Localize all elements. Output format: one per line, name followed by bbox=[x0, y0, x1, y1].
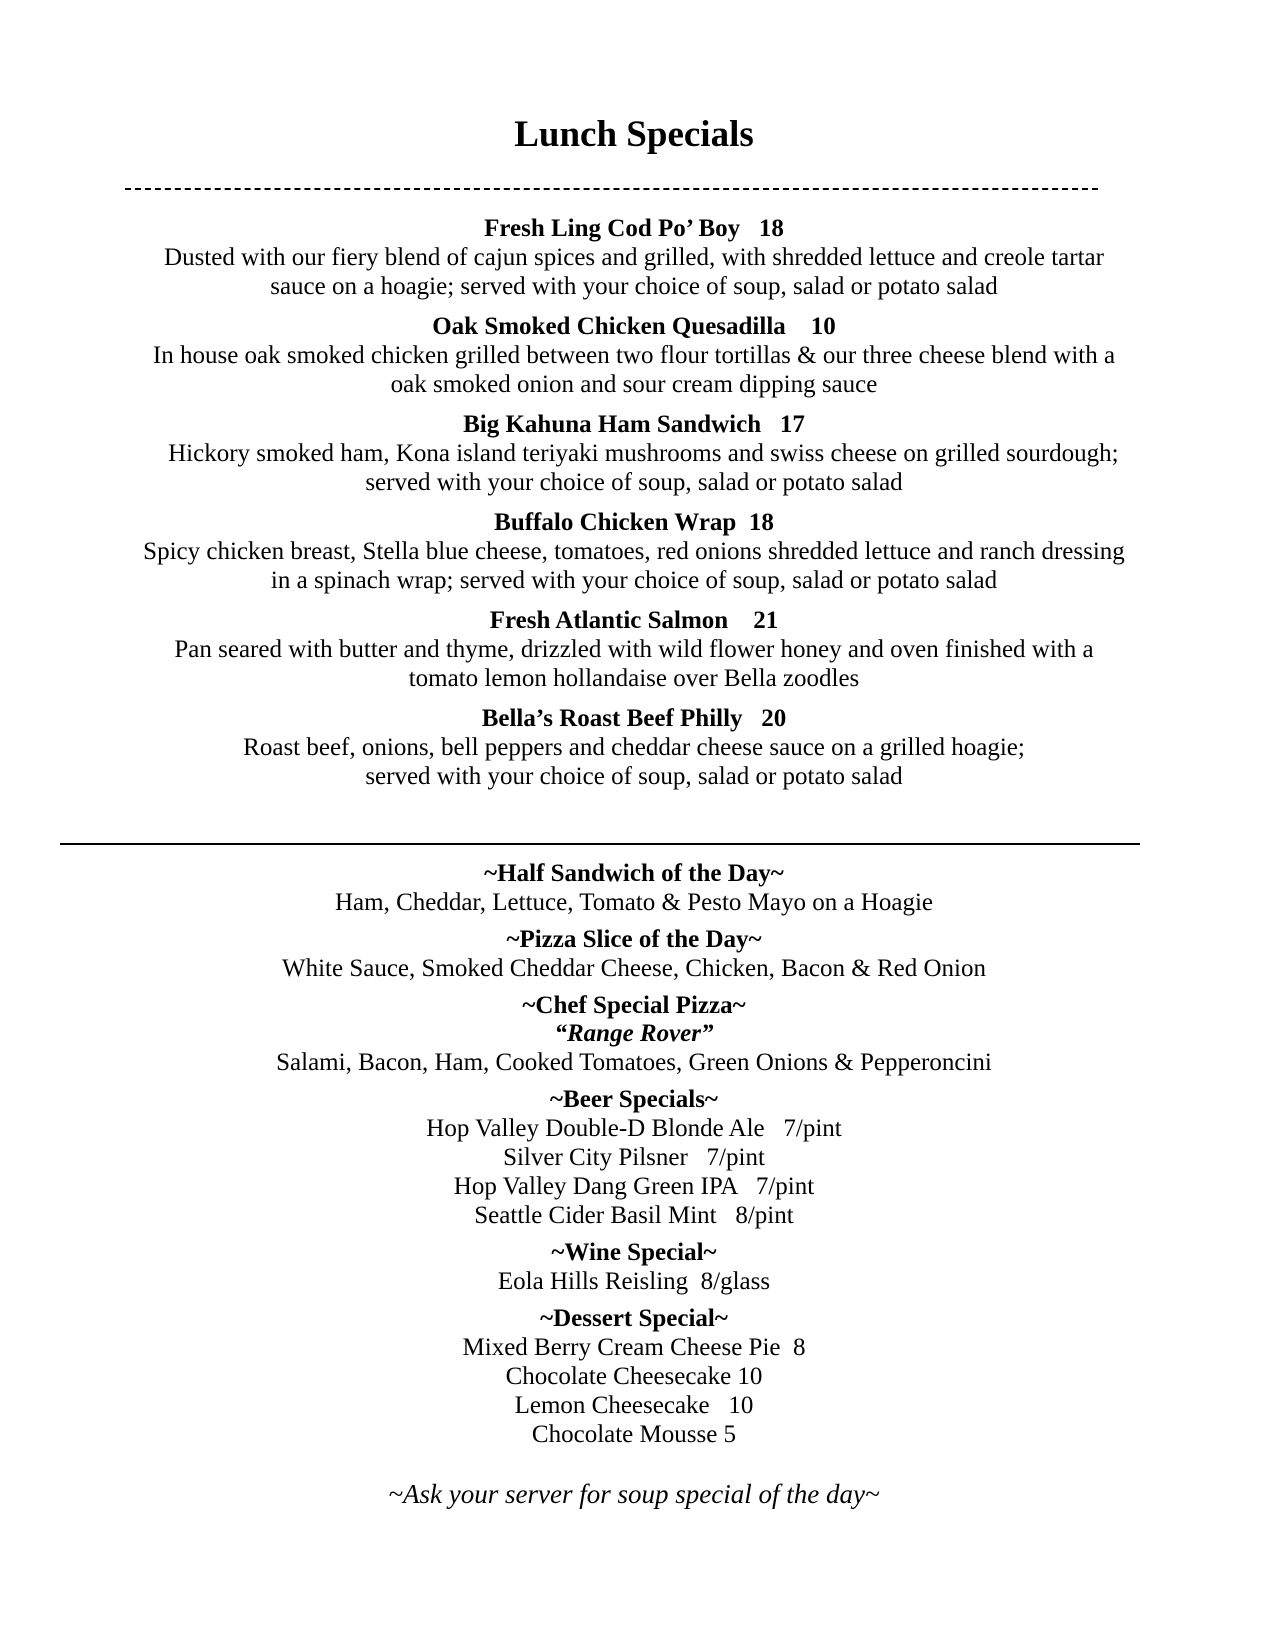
dashed-divider bbox=[125, 188, 1098, 190]
section-line: Silver City Pilsner 7/pint bbox=[503, 1144, 765, 1171]
menu-item bbox=[0, 508, 1268, 595]
section-line: Hop Valley Dang Green IPA 7/pint bbox=[453, 1173, 815, 1200]
dessert-section bbox=[0, 1305, 1268, 1449]
wine-section bbox=[0, 1239, 1268, 1296]
item-name: Fresh Atlantic Salmon 21 bbox=[489, 607, 779, 634]
item-description-line: Spicy chicken breast, Stella blue cheese, tomatoes, red onions shredded lettuce and ranch dressing bbox=[143, 538, 1125, 565]
item-name: Bella’s Roast Beef Philly 20 bbox=[481, 705, 787, 732]
item-description-line: Dusted with our fiery blend of cajun spices and grilled, with shredded lettuce and creole tartar bbox=[164, 244, 1104, 271]
item-description-line: Pan seared with butter and thyme, drizzled with wild flower honey and oven finished with a bbox=[174, 636, 1094, 663]
half-sandwich-section bbox=[0, 860, 1268, 917]
item-name: Big Kahuna Ham Sandwich 17 bbox=[463, 411, 805, 438]
section-heading: ~Dessert Special~ bbox=[540, 1305, 728, 1332]
section-line: Hop Valley Double-D Blonde Ale 7/pint bbox=[426, 1115, 842, 1142]
item-description-line: oak smoked onion and sour cream dipping sauce bbox=[390, 371, 878, 398]
section-heading: ~Chef Special Pizza~ bbox=[522, 992, 746, 1019]
pizza-slice-section bbox=[0, 926, 1268, 983]
section-line: Salami, Bacon, Ham, Cooked Tomatoes, Green Onions & Pepperoncini bbox=[276, 1049, 992, 1076]
item-description-line: served with your choice of soup, salad or potato salad bbox=[365, 469, 903, 496]
section-heading: ~Wine Special~ bbox=[551, 1239, 717, 1266]
section-heading: ~Beer Specials~ bbox=[550, 1086, 718, 1113]
menu-item bbox=[0, 214, 1268, 301]
lunch-items-list bbox=[0, 214, 1268, 802]
item-name: Oak Smoked Chicken Quesadilla 10 bbox=[432, 313, 836, 340]
section-heading: ~Pizza Slice of the Day~ bbox=[506, 926, 762, 953]
section-heading: ~Half Sandwich of the Day~ bbox=[484, 860, 784, 887]
section-subtitle: “Range Rover” bbox=[554, 1020, 714, 1047]
daily-specials bbox=[0, 860, 1268, 1458]
section-divider bbox=[60, 843, 1140, 845]
page-title: Lunch Specials bbox=[514, 114, 754, 155]
item-description-line: Roast beef, onions, bell peppers and cheddar cheese sauce on a grilled hoagie; bbox=[243, 734, 1025, 761]
item-description-line: tomato lemon hollandaise over Bella zoodles bbox=[408, 665, 860, 692]
item-description-line: in a spinach wrap; served with your choice of soup, salad or potato salad bbox=[270, 567, 998, 594]
section-line: Chocolate Mousse 5 bbox=[531, 1421, 737, 1448]
soup-special-note: ~Ask your server for soup special of the day~ bbox=[388, 1479, 880, 1509]
section-line: Lemon Cheesecake 10 bbox=[514, 1392, 754, 1419]
chef-pizza-section bbox=[0, 992, 1268, 1077]
item-description-line: Hickory smoked ham, Kona island teriyaki mushrooms and swiss cheese on grilled sourdough; bbox=[149, 440, 1119, 467]
section-line: Chocolate Cheesecake 10 bbox=[505, 1363, 763, 1390]
beer-section bbox=[0, 1086, 1268, 1230]
menu-item bbox=[0, 312, 1268, 399]
item-name: Fresh Ling Cod Po’ Boy 18 bbox=[484, 215, 784, 242]
menu-item bbox=[0, 410, 1268, 497]
menu-item bbox=[0, 606, 1268, 693]
item-description-line: sauce on a hoagie; served with your choice of soup, salad or potato salad bbox=[270, 273, 998, 300]
section-line: Ham, Cheddar, Lettuce, Tomato & Pesto Mayo on a Hoagie bbox=[334, 889, 934, 916]
menu-item bbox=[0, 704, 1268, 791]
section-line: Seattle Cider Basil Mint 8/pint bbox=[474, 1202, 794, 1229]
item-description-line: In house oak smoked chicken grilled between two flour tortillas & our three cheese blend with a bbox=[152, 342, 1116, 369]
item-name: Buffalo Chicken Wrap 18 bbox=[494, 509, 774, 536]
section-line: Eola Hills Reisling 8/glass bbox=[497, 1268, 771, 1295]
section-line: Mixed Berry Cream Cheese Pie 8 bbox=[462, 1334, 806, 1361]
section-line: White Sauce, Smoked Cheddar Cheese, Chicken, Bacon & Red Onion bbox=[281, 955, 986, 982]
item-description-line: served with your choice of soup, salad or potato salad bbox=[365, 763, 903, 790]
